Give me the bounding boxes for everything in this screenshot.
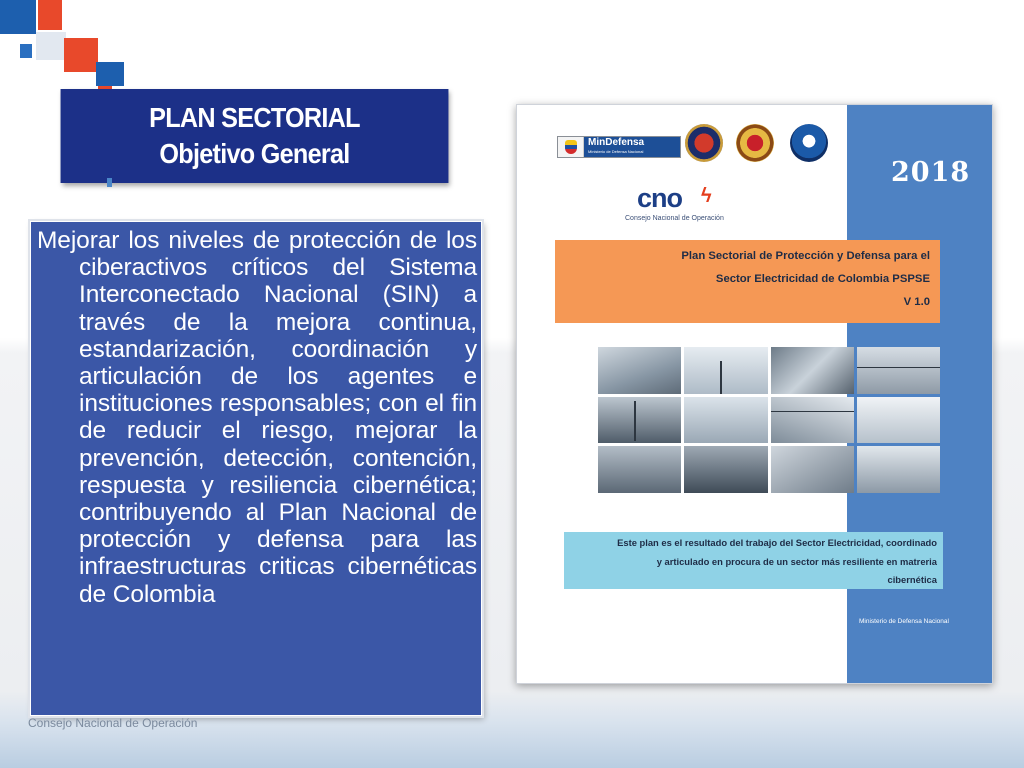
mindefensa-label: MinDefensa <box>588 137 645 148</box>
cover-ministry: Ministerio de Defensa Nacional <box>859 618 949 625</box>
mindefensa-sub: Ministerio de Defensa Nacional <box>588 149 644 154</box>
objective-text-box <box>30 221 482 716</box>
decor-square <box>96 62 124 86</box>
slide-title <box>61 89 449 183</box>
cover-summary-line2: y articulado en procura de un sector más resiliente en matreria <box>656 556 937 567</box>
mindefensa-logo <box>557 136 681 158</box>
cover-version: V 1.0 <box>903 296 930 308</box>
cover-title-line2: Sector Electricidad de Colombia PSPSE <box>715 273 930 285</box>
solar-panel-photo <box>598 347 681 394</box>
footer-organization: Consejo Nacional de Operación <box>28 716 198 730</box>
infrastructure-photo-grid <box>598 347 940 493</box>
wind-farm-photo <box>684 397 767 444</box>
cno-logo: cno <box>637 183 683 213</box>
decor-square <box>0 0 36 34</box>
plant-photo <box>857 397 940 444</box>
wind-turbine-photo <box>684 347 767 394</box>
pylon-photo <box>598 397 681 444</box>
insulator-photo <box>771 347 854 394</box>
cover-title-line1: Plan Sectorial de Protección y Defensa para el <box>681 250 930 262</box>
army-seal-icon <box>736 124 774 162</box>
cno-subtitle: Consejo Nacional de Operación <box>625 215 724 222</box>
objective-text: Mejorar los niveles de protección de los ciberactivos críticos del Sistema Interconectado Nacional (SIN) a través de la mejora continua, estandarización, coordinación y articulación de los agentes e instituciones responsables; con el fin de reducir el riesgo, mejorar la prevención, detección, contención, respuesta y resiliencia cibernética; contribuyendo al Plan Nacional de protección y defensa para las infraestructuras criticas cibernéticas de Colombia <box>37 227 477 608</box>
line-insulator-photo <box>771 446 854 493</box>
power-lines-photo <box>771 397 854 444</box>
solar-tracker-photo <box>684 446 767 493</box>
cover-summary-line1: Este plan es el resultado del trabajo del Sector Electricidad, coordinado <box>617 537 937 548</box>
decor-square <box>20 44 32 58</box>
cover-summary-band <box>564 532 943 589</box>
decor-square <box>36 32 66 60</box>
cover-summary-line3: cibernética <box>887 574 937 585</box>
turbine-photo <box>857 446 940 493</box>
colombia-shield-icon <box>558 137 584 157</box>
slide-title-line1: PLAN SECTORIAL <box>149 102 360 133</box>
lightning-bolt-icon: ϟ <box>701 185 712 207</box>
decor-square <box>64 38 98 72</box>
slide-title-line2: Objetivo General <box>159 138 350 169</box>
transmission-tower-photo <box>857 347 940 394</box>
decor-tick <box>107 178 112 187</box>
document-cover <box>516 104 993 684</box>
cover-title-band <box>555 240 940 323</box>
solar-array-photo <box>598 446 681 493</box>
decor-square <box>38 0 62 30</box>
cover-year: 2018 <box>891 157 971 188</box>
military-seal-icon <box>685 124 723 162</box>
police-seal-icon <box>790 124 828 162</box>
